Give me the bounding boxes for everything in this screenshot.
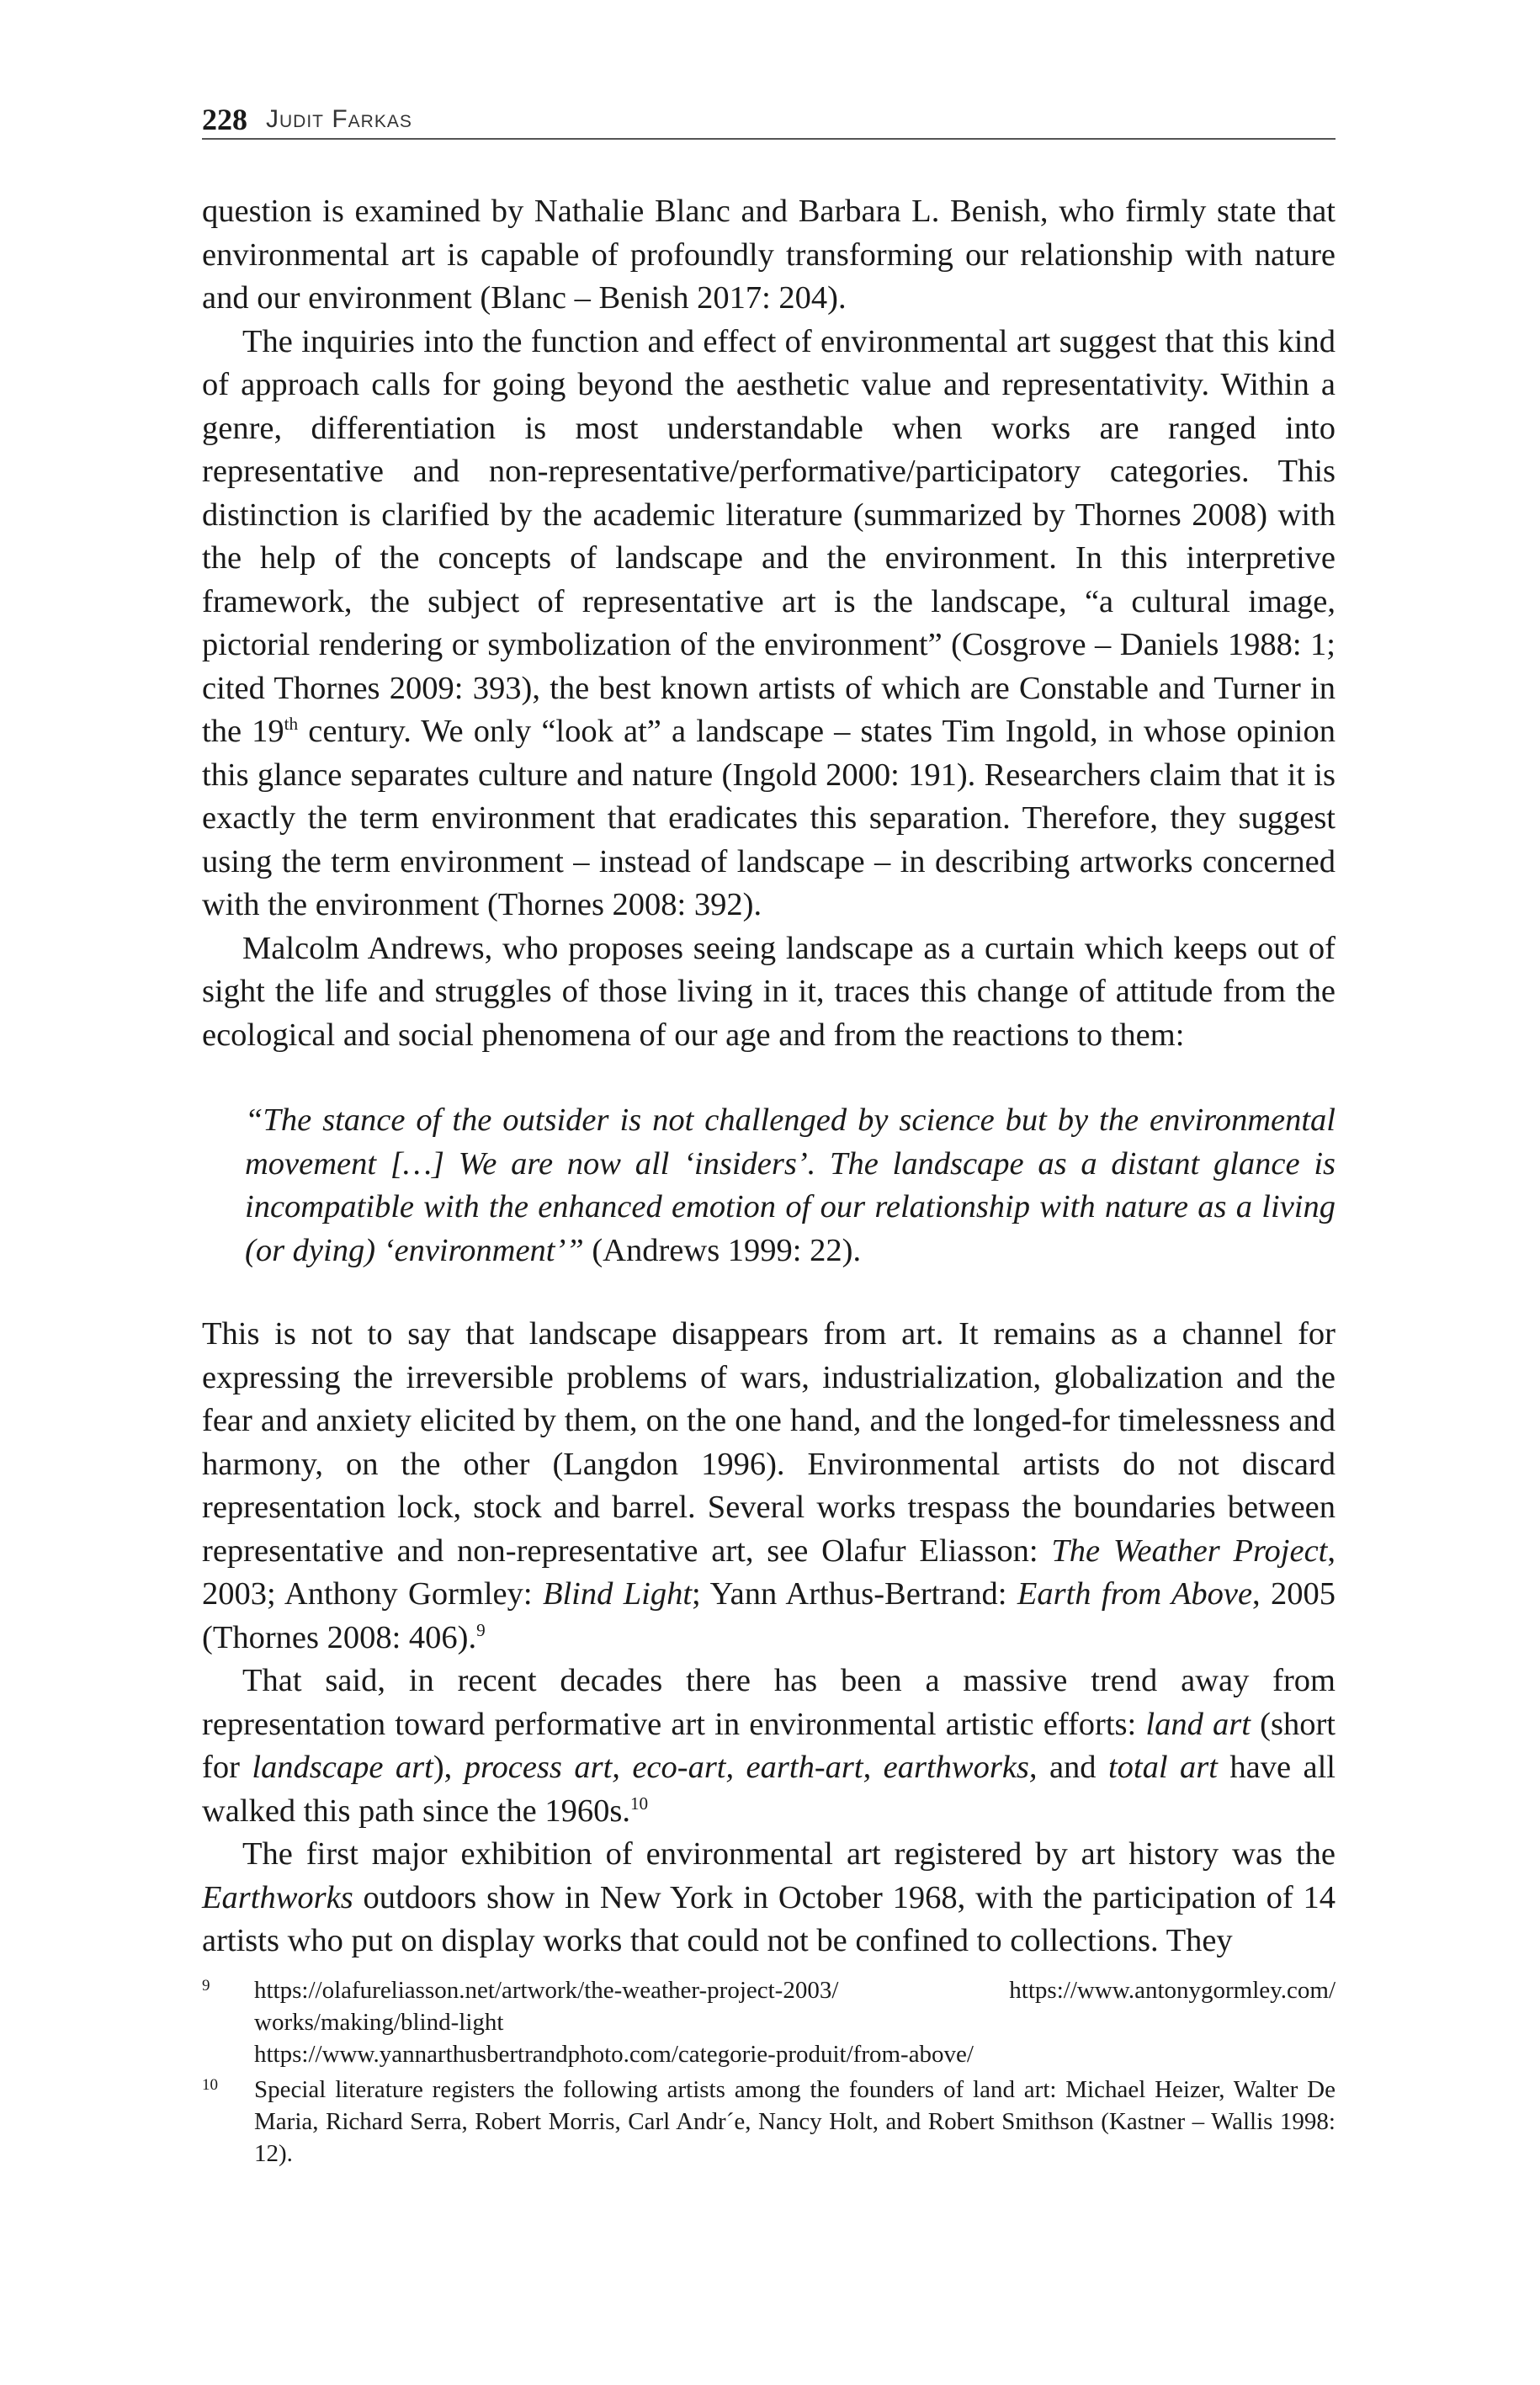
- footnote: [202, 2074, 1336, 2170]
- art-term: land art: [1145, 1706, 1251, 1742]
- paragraph-text: The inquiries into the function and effect of environmental art suggest that this kind of approach calls for going beyond the aesthetic value and representativity. Within a genre, differentiation is most understandable when works are ranged into representative and non-representative/performative/participatory categories. This distinction is clarified by the academic literature (summarized by Thornes 2008) with the help of the concepts of landscape and the environment. In this interpretive framework, the subject of representative art is the landscape, “a cultural image, pictorial rendering or symbolization of the environment” (Cosgrove – Daniels 1988: 1; cited Thornes 2009: 393), the best known artists of which are Constable and Turner in the 19: [202, 323, 1336, 749]
- paragraph: [202, 321, 1336, 927]
- paragraph-text: That said, in recent decades there has been a massive trend away from representation toward performative art in environmental artistic efforts:: [202, 1663, 1336, 1742]
- art-term: landscape art: [252, 1750, 433, 1785]
- quote-text: “The stance of the outsider is not challenged by science but by the environmental movement […] We are now all ‘insiders’. The landscape as a distant glance is incompatible with the enhanced emotion of our relationship with nature as a living (or dying) ‘environment’”: [245, 1102, 1336, 1268]
- paragraph-text: , 2003; Anthony Gormley:: [202, 1532, 1336, 1612]
- paragraph-text: question is examined by Nathalie Blanc and Barbara L. Benish, who firmly state that environmental art is capable of profoundly transforming our relationship with nature and our environment (Blanc – Benish 2017: 204).: [202, 194, 1336, 316]
- footnote-mark: 10: [202, 2076, 218, 2094]
- paragraph: [202, 927, 1336, 1058]
- paragraph-text: ),: [433, 1750, 465, 1785]
- page-header: [202, 101, 1336, 140]
- running-head: Judit Farkas: [266, 105, 412, 133]
- page-number: 228: [202, 103, 247, 136]
- paragraph-text: (short for: [202, 1706, 1336, 1785]
- footnote: [202, 1974, 1336, 2070]
- footnote-reference[interactable]: 10: [629, 1793, 649, 1814]
- paragraph-text: Malcolm Andrews, who proposes seeing landscape as a curtain which keeps out of sight the life and struggles of those living in it, traces this change of attitude from the ecological and social phenomena of our age and from the reactions to them:: [202, 930, 1336, 1053]
- quote-citation: (Andrews 1999: 22).: [583, 1232, 862, 1268]
- artwork-title: Blind Light: [542, 1576, 693, 1612]
- paragraph-text: This is not to say that landscape disappears from art. It remains as a channel for expressing the irreversible problems of wars, industrialization, globalization and the fear and anxiety elicited by them, on the one hand, and the longed-for timelessness and harmony, on the other (Langdon 1996). Environmental artists do not discard representation lock, stock and barrel. Several works trespass the boundaries between representative and non-representative art, see Olafur Eliasson:: [202, 1316, 1336, 1569]
- paragraph: [202, 1660, 1336, 1833]
- superscript: th: [284, 714, 299, 735]
- paragraph: [202, 1833, 1336, 1963]
- artwork-title: Earth from Above: [1017, 1576, 1253, 1612]
- paragraph-text: have all walked this path since the 1960s.: [202, 1750, 1336, 1829]
- block-quote: [245, 1099, 1336, 1272]
- paragraph: [202, 1313, 1336, 1660]
- paragraph-text: ; Yann Arthus-Bertrand:: [692, 1576, 1017, 1612]
- footnote-link[interactable]: https://olafureliasson.net/artwork/the-weather-project-2003/ https://www.antonygormley.com/ works/making/blind-light: [254, 1977, 1336, 2036]
- footnote-reference[interactable]: 9: [476, 1619, 486, 1640]
- art-term: process art, eco-art, earth-art, earthworks,: [464, 1750, 1038, 1785]
- footnote-link[interactable]: https://www.yannarthusbertrandphoto.com/categorie-produit/from-above/: [254, 2041, 974, 2068]
- footnote-mark: 9: [202, 1977, 210, 1995]
- paragraph: [202, 190, 1336, 321]
- exhibition-title: Earthworks: [202, 1879, 353, 1915]
- artwork-title: The Weather Project: [1051, 1532, 1328, 1569]
- footnotes: [202, 1974, 1336, 2173]
- body-text: [202, 190, 1336, 1963]
- art-term: total art: [1107, 1750, 1218, 1785]
- paragraph-text: century. We only “look at” a landscape – states Tim Ingold, in whose opinion this glance separates culture and nature (Ingold 2000: 191). Researchers claim that it is exactly the term environment that eradicates this separation. Therefore, they suggest using the term environment – instead of landscape – in describing artworks concerned with the environment (Thornes 2008: 392).: [202, 714, 1336, 922]
- footnote-text: Special literature registers the following artists among the founders of land art: Michael Heizer, Walter De Maria, Richard Serra, Robert Morris, Carl Andr´e, Nancy Holt, and Robert Smithson (Kastner – Wallis 1998: 12).: [254, 2076, 1336, 2167]
- paragraph-text: The first major exhibition of environmental art registered by art history was the: [242, 1836, 1336, 1872]
- paragraph-text: and: [1037, 1750, 1108, 1785]
- paragraph-text: , 2005 (Thornes 2008: 406).: [202, 1576, 1336, 1655]
- paragraph-text: outdoors show in New York in October 1968, with the participation of 14 artists who put on display works that could not be confined to collections. They: [202, 1879, 1336, 1958]
